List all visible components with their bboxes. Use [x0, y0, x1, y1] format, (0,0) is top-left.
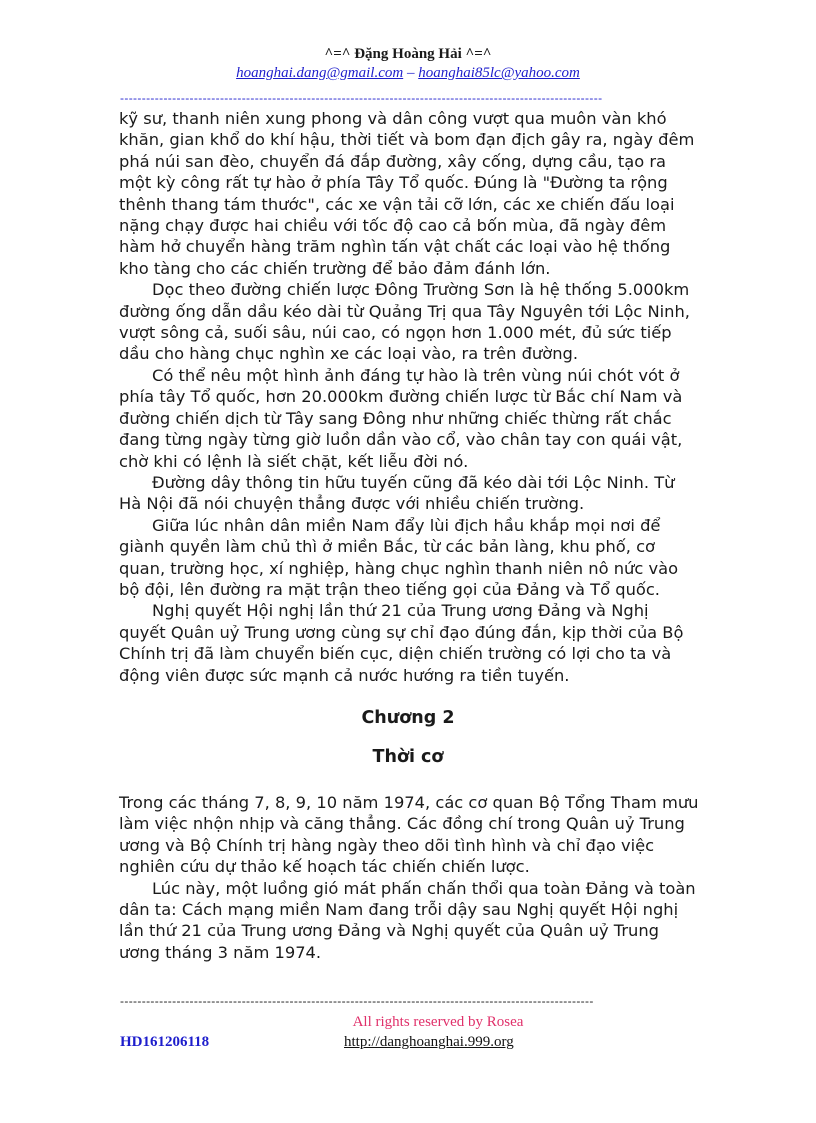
rights-notice: All rights reserved by Rosea	[352, 1014, 524, 1030]
paragraph: kỹ sư, thanh niên xung phong và dân công vượt qua muôn vàn khó khăn, gian khổ do khí hậu, thời tiết và bom đạn địch gây ra, ngày đêm phá núi san đèo, chuyển đá đắp đường, xây cống, dựng cầu, tạo ra một kỳ công rất tự hào ở phía Tây Tổ quốc. Đúng là "Đường ta rộng thênh thang tám thước", các xe vận tải cỡ lớn, các xe chiến đấu loại nặng chạy được hai chiều với tốc độ cao cả bốn mùa, đã ngày đêm hàm hở chuyển hàng trăm nghìn tấn vật chất các loại vào hệ thống kho tàng cho các chiến trường để bảo đảm đánh lớn.	[119, 109, 695, 278]
website-link[interactable]: http://danghoanghai.999.org	[344, 1034, 514, 1050]
paragraph: Lúc này, một luồng gió mát phấn chấn thổi qua toàn Đảng và toàn dân ta: Cách mạng miền Nam đang trỗi dậy sau Nghị quyết Hội nghị lần thứ 21 của Trung ương Đảng và Nghị quyết của Quân uỷ Trung ương tháng 3 năm 1974.	[119, 878, 696, 962]
chapter-number: Chương 2	[361, 708, 455, 728]
paragraph: Đường dây thông tin hữu tuyến cũng đã kéo dài tới Lộc Ninh. Từ Hà Nội đã nói chuyện thẳng được với nhiều chiến trường.	[119, 472, 675, 514]
header-divider: ---------------------------------------------------------------------------------------------------------------	[120, 92, 603, 104]
document-code: HD161206118	[120, 1034, 210, 1050]
email-separator: –	[403, 65, 419, 81]
footer-divider: -------------------------------------------------------------------------------------------------------------	[120, 995, 594, 1007]
author-name: ^=^ Đặng Hoàng Hải ^=^	[324, 46, 492, 62]
chapter-text	[119, 792, 699, 963]
paragraph: Nghị quyết Hội nghị lần thứ 21 của Trung ương Đảng và Nghị quyết Quân uỷ Trung ương cùng sự chỉ đạo đúng đắn, kịp thời của Bộ Chính trị đã làm chuyển biến cục, diện chiến trường có lợi cho ta và động viên được sức mạnh cả nước hướng ra tiền tuyến.	[119, 601, 684, 685]
contact-emails	[0, 64, 816, 82]
email-link-gmail[interactable]: hoanghai.dang@gmail.com	[236, 65, 404, 81]
paragraph: Có thể nêu một hình ảnh đáng tự hào là trên vùng núi chót vót ở phía tây Tổ quốc, hơn 20.000km đường chiến lược từ Bắc chí Nam và đường chiến dịch từ Tây sang Đông như những chiếc thừng rất chắc đang từng ngày từng giờ luồn dần vào cổ, vào chân tay con quái vật, chờ khi có lệnh là siết chặt, kết liễu đời nó.	[119, 365, 683, 471]
paragraph: Dọc theo đường chiến lược Đông Trường Sơn là hệ thống 5.000km đường ống dẫn dầu kéo dài từ Quảng Trị qua Tây Nguyên tới Lộc Ninh, vượt sông cả, suối sâu, núi cao, có ngọn hơn 1.000 mét, đủ sức tiếp dầu cho hàng chục nghìn xe các loại vào, ra trên đường.	[119, 280, 690, 364]
page-header	[0, 44, 816, 82]
paragraph: Trong các tháng 7, 8, 9, 10 năm 1974, các cơ quan Bộ Tổng Tham mưu làm việc nhộn nhịp và căng thẳng. Các đồng chí trong Quân uỷ Trung ương và Bộ Chính trị hàng ngày theo dõi tình hình và chỉ đạo việc nghiên cứu dự thảo kế hoạch tác chiến chiến lược.	[119, 793, 699, 877]
body-text	[119, 108, 699, 686]
email-link-yahoo[interactable]: hoanghai85lc@yahoo.com	[418, 65, 580, 81]
paragraph: Giữa lúc nhân dân miền Nam đẩy lùi địch hầu khắp mọi nơi để giành quyền làm chủ thì ở miền Bắc, từ các bản làng, khu phố, cơ quan, trường học, xí nghiệp, hàng chục nghìn thanh niên nô nức vào bộ đội, lên đường ra mặt trận theo tiếng gọi của Đảng và Tổ quốc.	[119, 515, 679, 599]
chapter-title: Thời cơ	[372, 747, 444, 767]
